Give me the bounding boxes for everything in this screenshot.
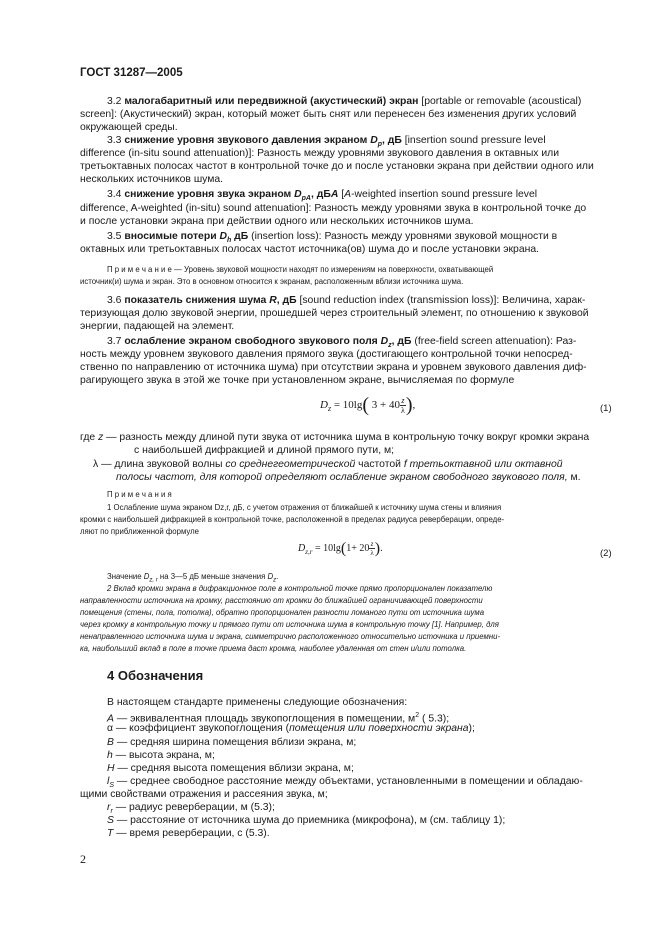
symbol-ls-line-2: щими свойствами отражения и рассеяния звука, м;	[80, 789, 328, 800]
clause-3-3-line-3: третьоктавных полосах частот в контрольной точке до и после установки экрана при действии одного или	[80, 161, 594, 172]
clause-3-7-line-3: ственно по направлению от источника шума) при отсутствии экрана и уровнем звукового давления диф-	[80, 362, 587, 373]
clause-3-5-line-1: 3.5 вносимые потери $D_h$ дБ (insertion loss): Разность между уровнями звуковой мощности в	[107, 231, 558, 245]
where-z-line-1: где z — разность между длиной пути звука от источника шума в контрольную точку вокруг кромки экрана	[80, 432, 590, 443]
formula-2: $D_{z,r} = 10\lg(1+ 20\frac{z}{\lambda})$.	[298, 540, 383, 558]
clause-3-7-line-4: рагирующего звука в этой же точке при установленном экране, вычисляемая по формуле	[80, 375, 515, 386]
formula-2-number: (2)	[600, 548, 612, 559]
document-header: ГОСТ 31287—2005	[80, 67, 183, 79]
clause-3-2-line-3: окружающей среды.	[80, 122, 178, 133]
note-c-line-2: направленности источника на кромку, расстоянию от кромки до ближайшей ограничивающей поверхности	[80, 596, 483, 605]
page-number: 2	[80, 852, 86, 866]
symbol-rr: $r_r$ — радиус реверберации, м (5.3);	[107, 802, 275, 816]
symbol-ls-line-1: $l_S$ — среднее свободное расстояние между объектами, установленными в помещении и обладаю-	[107, 776, 583, 790]
note-c-line-6: ка, наибольший вклад в поле в точке приема даст кромка, наиболее удаленная от стен и/или потолка.	[80, 644, 467, 653]
notes-title: П р и м е ч а н и я	[107, 490, 172, 499]
clause-3-6-line-2: теризующая долю звуковой энергии, прошедшей через строительный элемент, по отношению к звуковой	[80, 308, 589, 319]
note-a-line-2: кромки с наибольшей дифракцией в контрольной точке, расположенной в пределах радиуса реверберации, опреде-	[80, 515, 505, 524]
note-c-line-3: помещения (стены, пола, потолка), обратно пропорционален разности ломаного пути от источника шума	[80, 608, 485, 617]
symbol-alpha: α — коэффициент звукопоглощения (помещения или поверхности экрана);	[107, 723, 475, 734]
note-a-line-3: ляют по приближенной формуле	[80, 527, 200, 536]
clause-3-3-line-1: 3.3 снижение уровня звукового давления экраном $D_p$, дБ [insertion sound pressure level	[107, 135, 546, 149]
note-c-line-1: 2 Вклад кромки экрана в дифракционное поле в контрольной точке прямо пропорционален показателю	[107, 584, 493, 593]
symbol-T: T — время реверберации, с (5.3).	[107, 828, 270, 839]
clause-3-2-line-1: 3.2 малогабаритный или передвижной (акустический) экран [portable or removable (acoustical)	[107, 96, 582, 107]
where-z-line-2: с наибольшей дифракцией и длиной прямого пути, м;	[134, 445, 395, 456]
where-lambda-line-2: полосы частот, для которой определяют ослабление экраном свободного звукового поля, м.	[116, 472, 581, 483]
note-a-line-1: 1 Ослабление шума экраном Dz,r, дБ, с учетом отражения от ближайшей к источнику шума стены и влияния	[107, 503, 502, 512]
symbol-S: S — расстояние от источника шума до приемника (микрофона), м (см. таблицу 1);	[107, 815, 506, 826]
clause-3-3-line-2: difference (in-situ sound attenuation)]: Разность между уровнями звукового давления в октавных или	[80, 148, 560, 159]
note-c-line-5: ненаправленного источника шума и экрана, симметрично расположенного относительно источника и приемни-	[80, 632, 501, 641]
note-1-line-2: источник(и) шума и экран. Это в основном относится к экранам, расположенным вблизи источника шума.	[80, 277, 464, 286]
clause-3-5-line-2: октавных или третьоктавных полосах частот источника(ов) шума до и после установки экрана.	[80, 244, 540, 255]
clause-3-4-line-3: и после установки экрана при действии одного или нескольких источников шума.	[80, 216, 474, 227]
note-b: Значение $D_{z, r}$ на 3—5 дБ меньше значения $D_z$.	[107, 572, 279, 584]
clause-3-2-line-2: screen]: (Акустический) экран, который может быть снят или перенесен без изменения других условий	[80, 109, 577, 120]
note-c-line-4: через кромку в контрольную точку и прямого пути от источника шума в контрольную точку [1]. Например, для	[80, 620, 499, 629]
clause-3-4-line-1: 3.4 снижение уровня звука экраном $D_{pA}$, дБA [A-weighted insertion sound pressure level	[107, 189, 538, 203]
section-4-title: 4 Обозначения	[107, 668, 204, 683]
formula-1-number: (1)	[600, 403, 612, 414]
clause-3-6-line-1: 3.6 показатель снижения шума R, дБ [sound reduction index (transmission loss)]: Величина, харак-	[107, 295, 586, 306]
symbol-h: h — высота экрана, м;	[107, 750, 215, 761]
clause-3-7-line-2: ность между уровнем звукового давления прямого звука (достигающего контрольной точки непосред-	[80, 349, 573, 360]
symbol-B: B — средняя ширина помещения вблизи экрана, м;	[107, 737, 357, 748]
clause-3-7-line-1: 3.7 ослабление экраном свободного звукового поля $D_z$, дБ (free-field screen attenuation): Раз-	[107, 336, 577, 350]
clause-3-4-line-2: difference, A-weighted (in-situ) sound attenuation]: Разность между уровнями звука в контрольной точке до	[80, 203, 587, 214]
symbol-A: A — эквивалентная площадь звукопоглощения в помещении, $м^2$ ( 5.3);	[107, 712, 450, 725]
note-1-line-1: П р и м е ч а н и е — Уровень звуковой мощности находят по измерениям на поверхности, охватывающей	[107, 265, 494, 274]
symbol-H: H — средняя высота помещения вблизи экрана, м;	[107, 763, 354, 774]
clause-3-3-line-4: нескольких источников шума.	[80, 174, 224, 185]
where-lambda-line-1: λ — длина звуковой волны со среднегеометрической частотой f третьоктавной или октавной	[93, 459, 563, 470]
section-4-intro: В настоящем стандарте применены следующие обозначения:	[107, 697, 408, 708]
formula-1: $D_z = 10\lg$( $3 + 40\frac{z}{\lambda}$),	[320, 394, 416, 416]
clause-3-6-line-3: энергии, падающей на элемент.	[80, 321, 235, 332]
